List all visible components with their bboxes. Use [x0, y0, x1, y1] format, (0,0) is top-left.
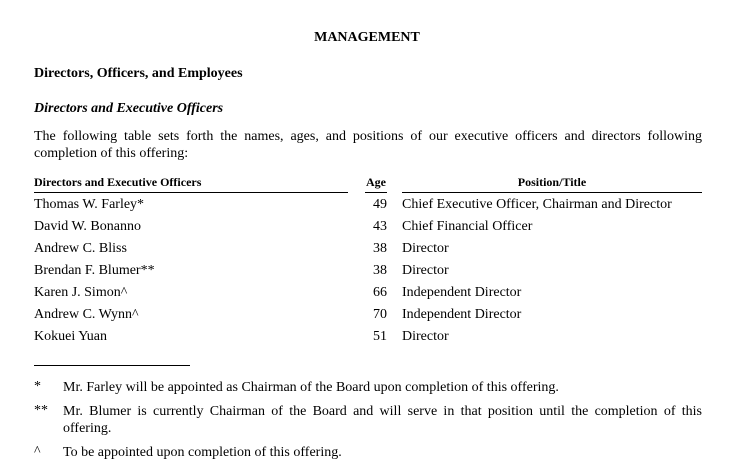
officer-age: 38 [373, 241, 387, 256]
section-heading: Directors, Officers, and Employees [34, 66, 243, 81]
officer-name: Andrew C. Wynn^ [34, 307, 139, 322]
officer-age: 43 [373, 219, 387, 234]
officer-position: Chief Executive Officer, Chairman and Director [402, 197, 672, 212]
officer-age: 66 [373, 285, 387, 300]
officers-table-body [34, 197, 702, 351]
table-row [34, 241, 702, 263]
table-row [34, 329, 702, 351]
officer-name: Andrew C. Bliss [34, 241, 127, 256]
table-row [34, 219, 702, 241]
footnote-text: Mr. Blumer is currently Chairman of the Board and will serve in that position until the completion of this offering. [63, 404, 702, 436]
footnote-divider [34, 365, 190, 366]
footnote-text: To be appointed upon completion of this offering. [63, 445, 342, 460]
officer-position: Independent Director [402, 285, 522, 300]
subsection-heading: Directors and Executive Officers [34, 101, 224, 116]
table-row [34, 285, 702, 307]
officer-position: Director [402, 241, 449, 256]
footnote-mark: ^ [34, 444, 41, 459]
officer-age: 70 [373, 307, 387, 322]
officer-age: 38 [373, 263, 387, 278]
footnote-mark: ** [34, 403, 48, 418]
table-row [34, 307, 702, 329]
officer-position: Director [402, 263, 449, 278]
officer-position: Independent Director [402, 307, 522, 322]
column-header-position: Position/Title [402, 175, 702, 193]
officer-name: Kokuei Yuan [34, 329, 107, 344]
table-row [34, 197, 702, 219]
column-header-age: Age [365, 175, 387, 193]
column-header-name: Directors and Executive Officers [34, 175, 348, 193]
officer-name: Karen J. Simon^ [34, 285, 128, 300]
officer-name: Brendan F. Blumer** [34, 263, 155, 278]
footnote-mark: * [34, 379, 41, 394]
intro-paragraph: The following table sets forth the names, ages, and positions of our executive officers and directors following completion of this offering: [34, 129, 702, 161]
table-header [34, 175, 702, 193]
officer-position: Director [402, 329, 449, 344]
officer-age: 51 [373, 329, 387, 344]
footnote-text: Mr. Farley will be appointed as Chairman of the Board upon completion of this offering. [63, 380, 559, 395]
officer-name: David W. Bonanno [34, 219, 141, 234]
officer-age: 49 [373, 197, 387, 212]
table-row [34, 263, 702, 285]
document-title: MANAGEMENT [314, 30, 420, 45]
officer-position: Chief Financial Officer [402, 219, 533, 234]
officer-name: Thomas W. Farley* [34, 197, 145, 212]
